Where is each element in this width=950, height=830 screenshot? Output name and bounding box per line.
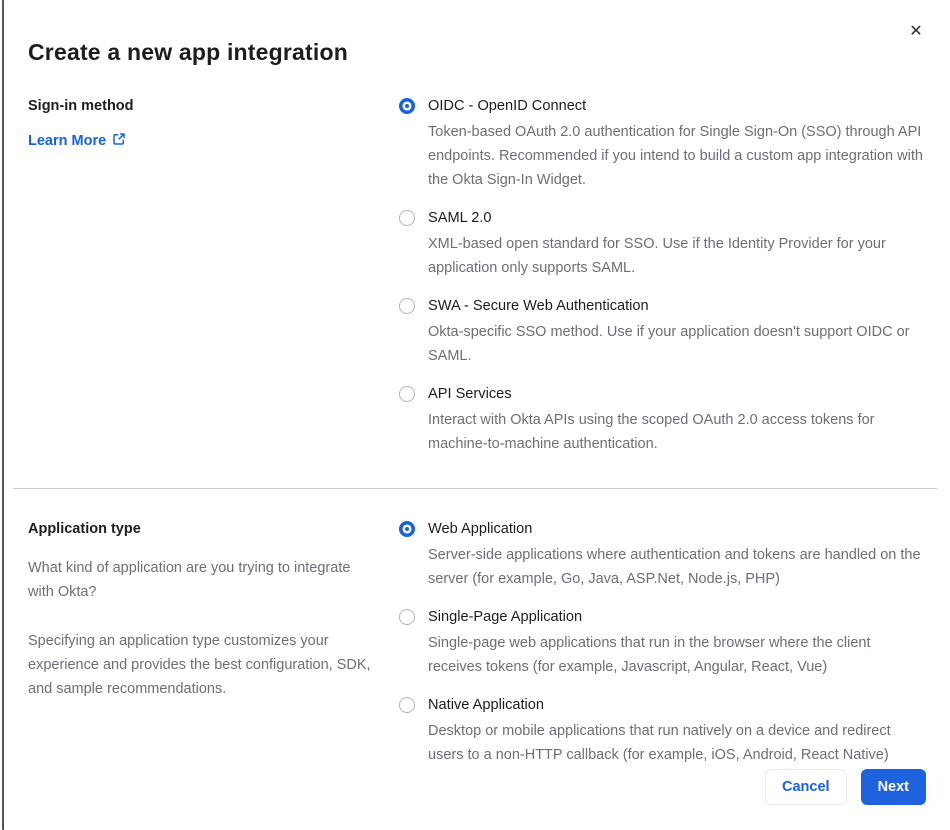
application-type-intro-2: Specifying an application type customizes your experience and provides the best configuration, SDK, and sample recommendations. [28, 633, 371, 697]
signin-method-section [28, 96, 926, 456]
option-description: Interact with Okta APIs using the scoped OAuth 2.0 access tokens for machine-to-machine authentication. [428, 412, 875, 452]
option-body [428, 607, 926, 679]
option-label: SAML 2.0 [428, 210, 492, 226]
option-label: API Services [428, 386, 512, 402]
radio-button-icon[interactable] [399, 521, 415, 537]
radio-button-icon[interactable] [399, 298, 415, 314]
radio-button-icon[interactable] [399, 386, 415, 402]
option-body [428, 208, 926, 280]
application-type-heading: Application type [28, 521, 141, 537]
option-body [428, 296, 926, 368]
external-link-icon [112, 132, 126, 150]
learn-more-link[interactable] [28, 132, 126, 150]
option-description: Desktop or mobile applications that run natively on a device and redirect users to a non-HTTP callback (for example, iOS, Android, React Native) [428, 723, 891, 763]
signin-method-options [399, 96, 926, 456]
radio-button-icon[interactable] [399, 210, 415, 226]
next-button[interactable]: Next [861, 769, 926, 805]
radio-option-web-application[interactable] [399, 519, 926, 591]
option-body [428, 384, 926, 456]
application-type-left-column [28, 519, 373, 767]
radio-option-oidc[interactable] [399, 96, 926, 192]
option-label: Native Application [428, 697, 545, 713]
option-body [428, 519, 926, 591]
section-divider [13, 488, 937, 489]
radio-button-icon[interactable] [399, 697, 415, 713]
option-label: Web Application [428, 521, 533, 537]
option-description: Server-side applications where authentication and tokens are handled on the server (for example, Go, Java, ASP.Net, Node.js, PHP) [428, 547, 921, 587]
option-body [428, 96, 926, 192]
application-type-intro-1: What kind of application are you trying to integrate with Okta? [28, 560, 351, 600]
option-label: SWA - Secure Web Authentication [428, 298, 649, 314]
option-description: Single-page web applications that run in the browser where the client receives tokens (for example, Javascript, Angular, React, Vue) [428, 635, 871, 675]
radio-option-single-page-application[interactable] [399, 607, 926, 679]
radio-option-saml[interactable] [399, 208, 926, 280]
close-icon[interactable]: ✕ [904, 20, 928, 44]
option-label: OIDC - OpenID Connect [428, 98, 587, 114]
radio-button-icon[interactable] [399, 98, 415, 114]
option-description: XML-based open standard for SSO. Use if the Identity Provider for your application only supports SAML. [428, 236, 886, 276]
radio-option-api-services[interactable] [399, 384, 926, 456]
option-label: Single-Page Application [428, 609, 583, 625]
signin-method-left-column [28, 96, 373, 456]
signin-method-heading: Sign-in method [28, 98, 134, 114]
application-type-options [399, 519, 926, 767]
radio-option-native-application[interactable] [399, 695, 926, 767]
dialog-footer [28, 769, 926, 830]
application-type-section [28, 519, 926, 767]
dialog-title: Create a new app integration [28, 39, 348, 65]
cancel-button[interactable]: Cancel [765, 769, 847, 805]
radio-button-icon[interactable] [399, 609, 415, 625]
learn-more-label: Learn More [28, 133, 107, 149]
radio-option-swa[interactable] [399, 296, 926, 368]
option-description: Token-based OAuth 2.0 authentication for Single Sign-On (SSO) through API endpoints. Recommended if you intend to build a custom app integration with the Okta Sign-In Widget. [428, 124, 923, 188]
option-body [428, 695, 926, 767]
option-description: Okta-specific SSO method. Use if your application doesn't support OIDC or SAML. [428, 324, 910, 364]
